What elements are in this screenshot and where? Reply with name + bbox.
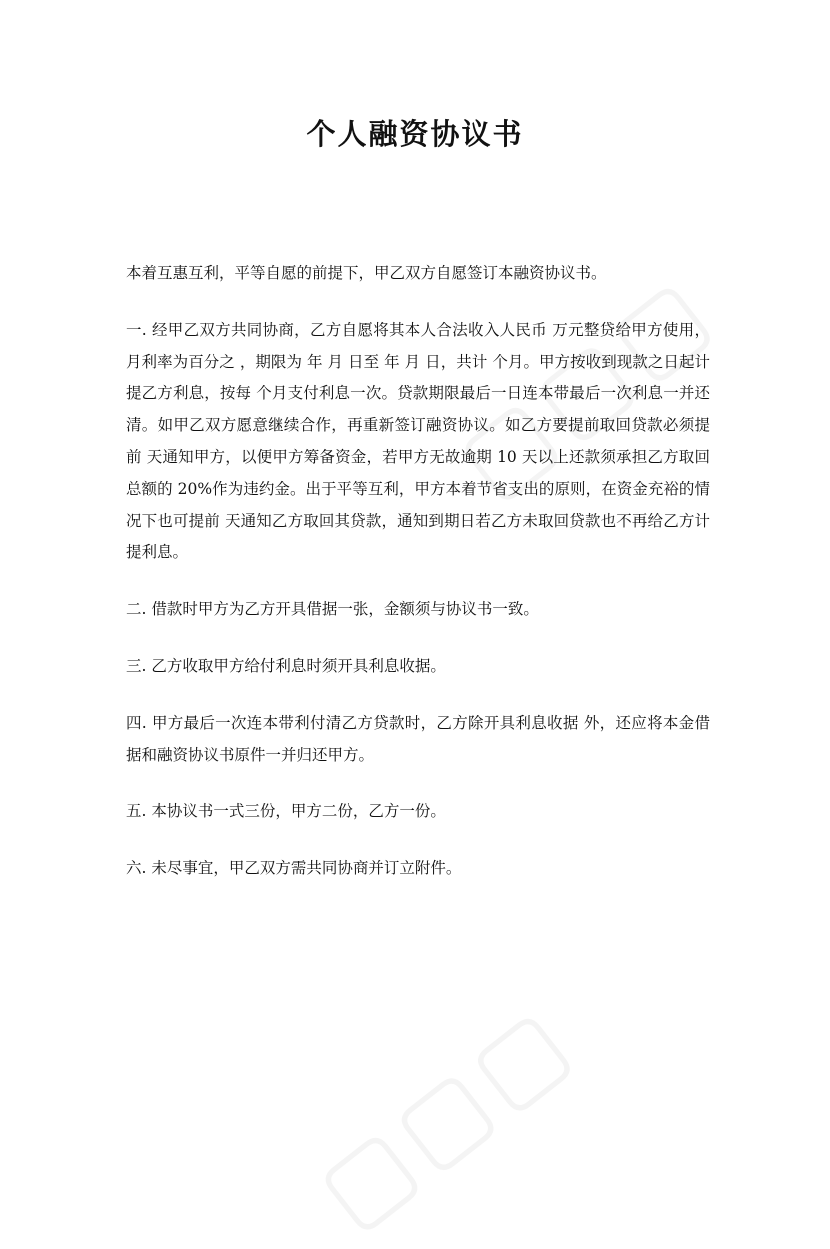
document-body (126, 258, 710, 885)
clause-2: 二. 借款时甲方为乙方开具借据一张，金额须与协议书一致。 (126, 600, 539, 619)
watermark (296, 983, 594, 1249)
clause-6: 六. 未尽事宜，甲乙双方需共同协商并订立附件。 (126, 859, 462, 878)
clause-4: 四. 甲方最后一次连本带利付清乙方贷款时，乙方除开具利息收据 外，还应将本金借据和融资协议书原件一并归还甲方。 (126, 713, 710, 764)
clause-3: 三. 乙方收取甲方给付利息时须开具利息收据。 (126, 656, 446, 675)
document-title: 个人融资协议书 (306, 117, 524, 151)
clause-1: 一. 经甲乙双方共同协商，乙方自愿将其本人合法收入人民币 万元整贷给甲方使用，月利率为百分之 ，期限为 年 月 日至 年 月 日，共计 个月。甲方按收到现款之日起计提乙方利息，按每 个月支付利息一次。贷款期限最后一日连本带最后一次利息一并还清。如甲乙双方愿意继续合作，再重新签订融资协议。如乙方要提前取回贷款必须提前 天通知甲方，以便甲方筹备资金，若甲方无故逾期 10 天以上还款须承担乙方取回总额的 20%作为违约金。出于平等互利，甲方本着节省支出的原则，在资金充裕的情况下也可提前 天通知乙方取回其贷款，通知到期日若乙方未取回贷款也不再给乙方计提利息。 (126, 320, 710, 562)
clause-5: 五. 本协议书一式三份，甲方二份，乙方一份。 (126, 802, 446, 821)
intro-paragraph: 本着互惠互利，平等自愿的前提下，甲乙双方自愿签订本融资协议书。 (126, 264, 607, 282)
